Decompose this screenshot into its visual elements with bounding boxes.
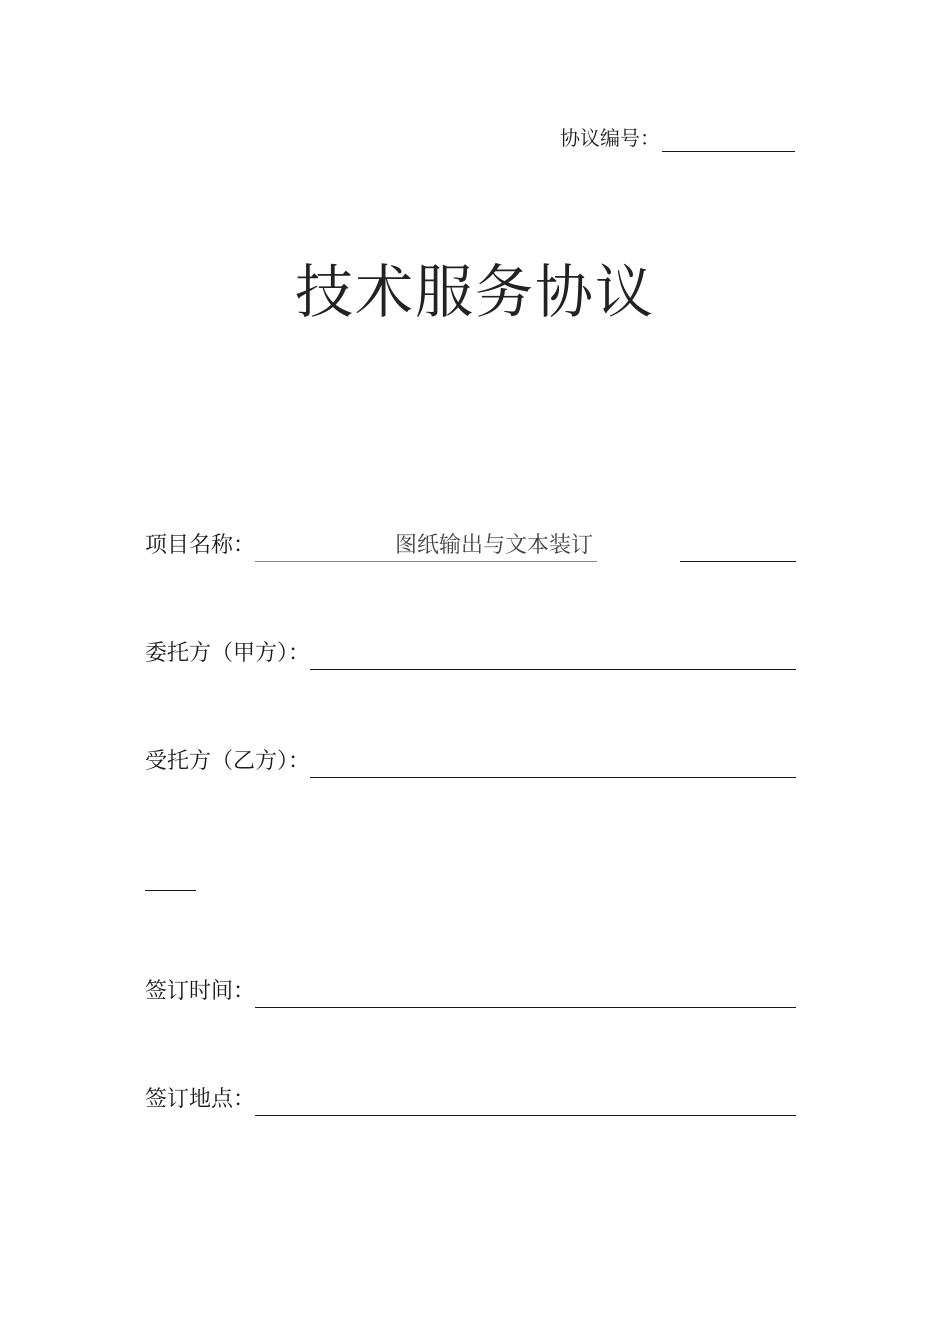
agreement-number-label: 协议编号： (560, 126, 660, 150)
client-label: 委托方（甲方）： (145, 641, 311, 666)
contractor-blank[interactable] (310, 751, 796, 778)
contractor-blank-continuation (145, 890, 196, 891)
contractor-field (145, 746, 796, 778)
client-field (145, 638, 796, 670)
sign-place-blank[interactable] (255, 1089, 796, 1116)
sign-place-label: 签订地点： (145, 1087, 256, 1112)
agreement-number (560, 124, 795, 152)
project-name-label: 项目名称： (145, 533, 256, 558)
agreement-number-blank[interactable] (662, 127, 795, 152)
project-name-field (145, 530, 796, 562)
sign-place-field (145, 1084, 796, 1116)
project-name-underline-left (255, 561, 395, 562)
document-title: 技术服务协议 (294, 258, 655, 326)
project-name-blank[interactable] (255, 530, 796, 562)
project-name-value: 图纸输出与文本装订 (395, 531, 597, 562)
client-blank[interactable] (310, 643, 796, 670)
sign-time-blank[interactable] (255, 981, 796, 1008)
project-name-underline-right (680, 561, 796, 562)
sign-time-field (145, 976, 796, 1008)
contractor-label: 受托方（乙方）： (145, 749, 311, 774)
sign-time-label: 签订时间： (145, 979, 256, 1004)
